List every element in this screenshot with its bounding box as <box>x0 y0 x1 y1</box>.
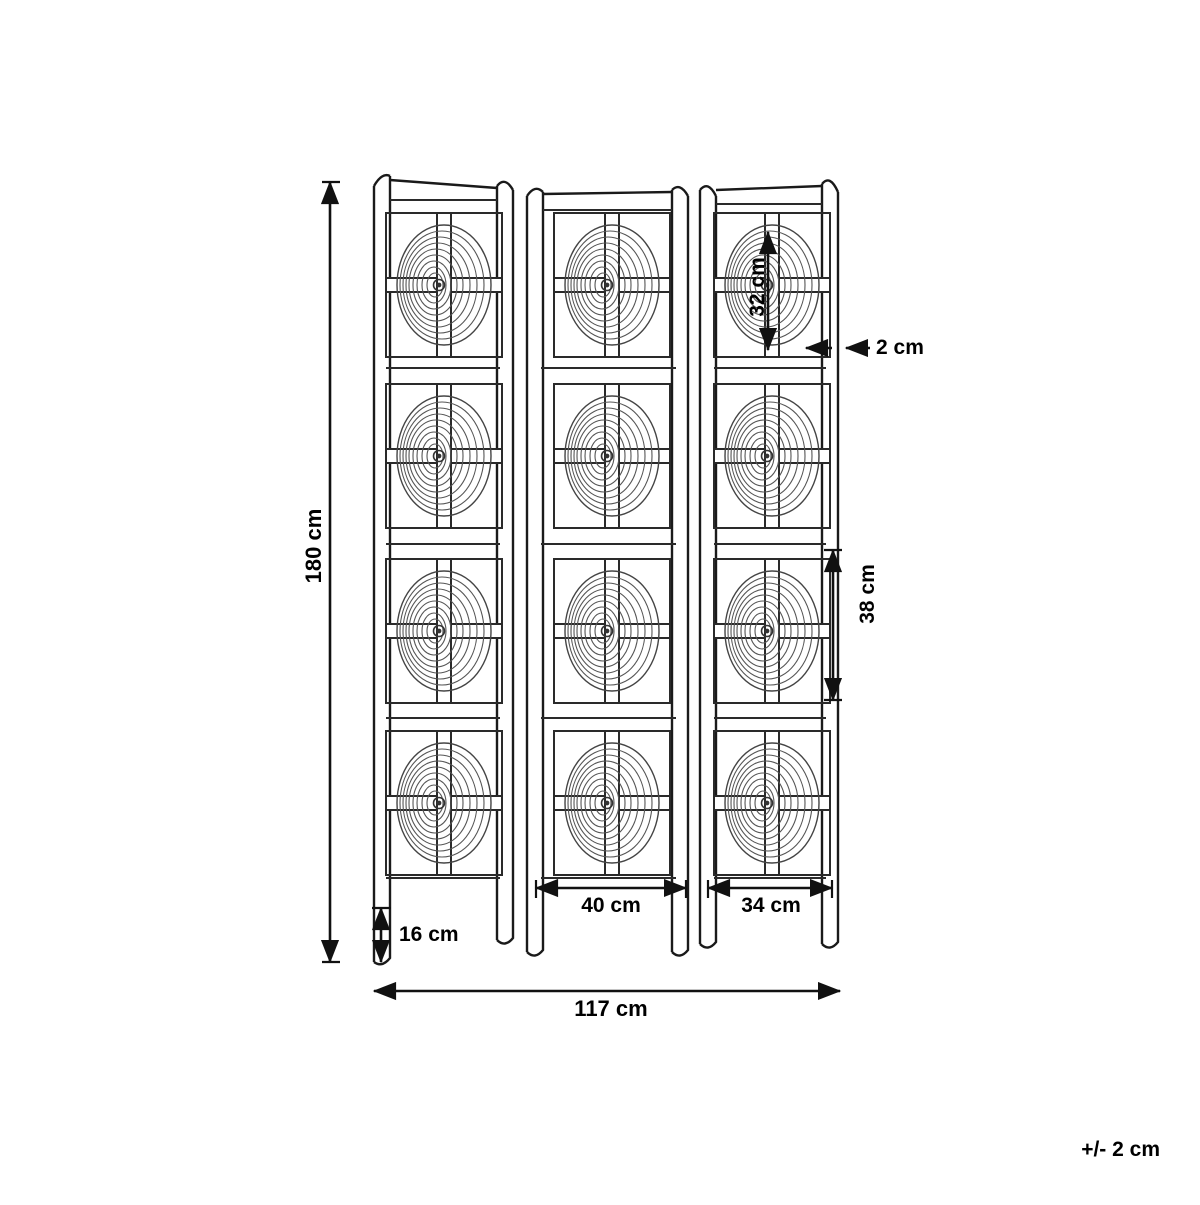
label-medallion-height: 32 cm <box>746 257 769 317</box>
panel-middle <box>527 187 688 955</box>
label-panel-thickness: 2 cm <box>876 336 924 359</box>
label-total-width: 117 cm <box>574 996 648 1021</box>
tolerance-note: +/- 2 cm <box>1081 1138 1160 1161</box>
label-leg-height: 16 cm <box>399 923 459 946</box>
label-row-spacing: 38 cm <box>856 564 879 624</box>
label-center-panel-width: 40 cm <box>581 894 641 917</box>
label-total-height: 180 cm <box>301 508 326 584</box>
panel-left <box>374 175 513 964</box>
label-side-panel-width: 34 cm <box>741 894 801 917</box>
